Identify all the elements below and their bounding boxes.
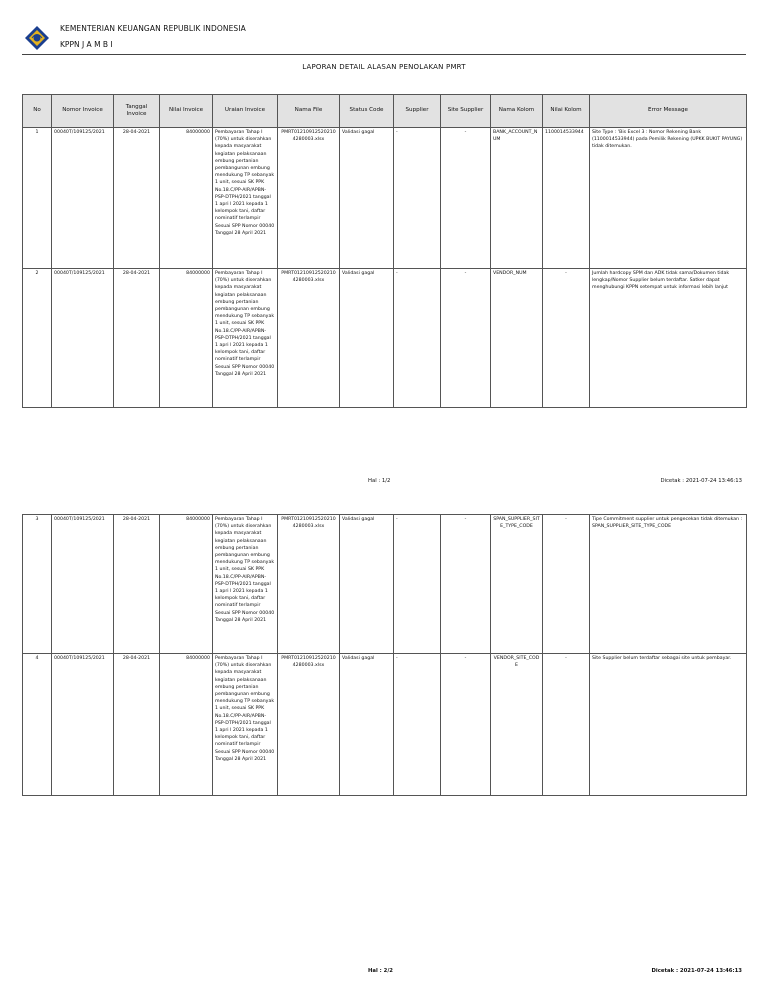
agency-name: KEMENTERIAN KEUANGAN REPUBLIK INDONESIA — [60, 24, 246, 33]
col-header: Supplier — [394, 95, 441, 128]
cell-invoice-number: 00040T/109125/2021 — [52, 654, 114, 796]
col-header: Tanggal Invoice — [114, 95, 160, 128]
table-row — [23, 654, 747, 796]
cell-site-supplier: - — [441, 269, 491, 408]
col-header: Nama Kolom — [491, 95, 543, 128]
report-header — [22, 22, 746, 54]
cell-supplier: - — [394, 515, 441, 654]
col-header: Error Message — [590, 95, 747, 128]
cell-invoice-value: 84000000 — [160, 515, 213, 654]
cell-supplier: - — [394, 128, 441, 269]
cell-file-name: PMRT012109125202104280003.xlsx — [278, 654, 340, 796]
rejection-table-page-1 — [22, 94, 747, 408]
cell-error-message: Jumlah hardcopy SPM dan ADK tidak sama/Dokumen tidak lengkap/Nomor Supplier belum terdaftar. Satker dapat menghubungi KPPN setempat untuk informasi lebih lanjut — [590, 269, 747, 408]
cell-error-message: Site Supplier belum terdaftar sebagai site untuk pembayar. — [590, 654, 747, 796]
office-name: KPPN J A M B I — [60, 40, 113, 49]
cell-no: 2 — [23, 269, 52, 408]
col-header: Status Code — [340, 95, 394, 128]
cell-invoice-description: Pembayaran Tahap I (70%) untuk diserahkan kepada masyarakat kegiatan pelaksanaan embung pertanian pembangunan embung mendukung TP sebanyak 1 unit, sesuai SK PPK No.18.C/PP-AIR/APBN-PSP-DTPH/2021 tanggal 1 apri l 2021 kepada 1 kelompok tani, daftar nominatif terlampir Sesuai SPP Nomor 00040 Tanggal 28 April 2021 — [213, 654, 278, 796]
header-divider — [22, 54, 746, 55]
cell-file-name: PMRT012109125202104280003.xlsx — [278, 515, 340, 654]
cell-invoice-date: 28-04-2021 — [114, 654, 160, 796]
cell-invoice-description: Pembayaran Tahap I (70%) untuk diserahkan kepada masyarakat kegiatan pelaksanaan embung pertanian pembangunan embung mendukung TP sebanyak 1 unit, sesuai SK PPK No.18.C/PP-AIR/APBN-PSP-DTPH/2021 tanggal 1 apri l 2021 kepada 1 kelompok tani, daftar nominatif terlampir Sesuai SPP Nomor 00040 Tanggal 28 April 2021 — [213, 128, 278, 269]
cell-file-name: PMRT012109125202104280003.xlsx — [278, 128, 340, 269]
cell-no: 3 — [23, 515, 52, 654]
cell-invoice-value: 84000000 — [160, 654, 213, 796]
page-number: Hal : 2/2 — [368, 968, 393, 974]
table-row — [23, 515, 747, 654]
cell-no: 1 — [23, 128, 52, 269]
cell-invoice-number: 00040T/109125/2021 — [52, 269, 114, 408]
page-number: Hal : 1/2 — [368, 478, 391, 484]
col-header: Uraian Invoice — [213, 95, 278, 128]
cell-column-name: VENDOR_SITE_CODE — [491, 654, 543, 796]
cell-supplier: - — [394, 269, 441, 408]
cell-column-name: VENDOR_NUM — [491, 269, 543, 408]
cell-file-name: PMRT012109125202104280003.xlsx — [278, 269, 340, 408]
cell-invoice-number: 00040T/109125/2021 — [52, 515, 114, 654]
col-header: Nomor Invoice — [52, 95, 114, 128]
cell-invoice-description: Pembayaran Tahap I (70%) untuk diserahkan kepada masyarakat kegiatan pelaksanaan embung pertanian pembangunan embung mendukung TP sebanyak 1 unit, sesuai SK PPK No.18.C/PP-AIR/APBN-PSP-DTPH/2021 tanggal 1 apri l 2021 kepada 1 kelompok tani, daftar nominatif terlampir Sesuai SPP Nomor 00040 Tanggal 28 April 2021 — [213, 515, 278, 654]
cell-invoice-date: 28-04-2021 — [114, 128, 160, 269]
cell-invoice-value: 84000000 — [160, 269, 213, 408]
report-title: LAPORAN DETAIL ALASAN PENOLAKAN PMRT — [302, 63, 466, 71]
col-header: Nama File — [278, 95, 340, 128]
rejection-table-page-2 — [22, 514, 747, 796]
cell-invoice-description: Pembayaran Tahap I (70%) untuk diserahkan kepada masyarakat kegiatan pelaksanaan embung pertanian pembangunan embung mendukung TP sebanyak 1 unit, sesuai SK PPK No.18.C/PP-AIR/APBN-PSP-DTPH/2021 tanggal 1 apri l 2021 kepada 1 kelompok tani, daftar nominatif terlampir Sesuai SPP Nomor 00040 Tanggal 28 April 2021 — [213, 269, 278, 408]
col-header: Nilai Kolom — [543, 95, 590, 128]
cell-site-supplier: - — [441, 128, 491, 269]
cell-error-message: Tipe Commitment supplier untuk pengecekan tidak ditemukan : SPAN_SUPPLIER_SITE_TYPE_CODE — [590, 515, 747, 654]
col-header: No — [23, 95, 52, 128]
cell-invoice-date: 28-04-2021 — [114, 515, 160, 654]
cell-site-supplier: - — [441, 515, 491, 654]
col-header: Nilai Invoice — [160, 95, 213, 128]
cell-status-code: Validasi gagal — [340, 269, 394, 408]
cell-column-value: - — [543, 654, 590, 796]
table-header-row — [23, 95, 747, 128]
cell-status-code: Validasi gagal — [340, 128, 394, 269]
print-timestamp: Dicetak : 2021-07-24 13:46:13 — [660, 478, 742, 484]
cell-error-message: Site Type : 'Bis Excel 3 : Nomor Rekening Bank (1100014533944) pada Pemilik Rekening (UPKK BUKIT PAYUNG) tidak ditemukan. — [590, 128, 747, 269]
cell-invoice-date: 28-04-2021 — [114, 269, 160, 408]
cell-column-name: SPAN_SUPPLIER_SITE_TYPE_CODE — [491, 515, 543, 654]
cell-site-supplier: - — [441, 654, 491, 796]
cell-supplier: - — [394, 654, 441, 796]
cell-invoice-number: 00040T/109125/2021 — [52, 128, 114, 269]
table-row — [23, 128, 747, 269]
cell-column-name: BANK_ACCOUNT_NUM — [491, 128, 543, 269]
table-row — [23, 269, 747, 408]
cell-status-code: Validasi gagal — [340, 515, 394, 654]
cell-column-value: - — [543, 269, 590, 408]
cell-no: 4 — [23, 654, 52, 796]
print-timestamp: Dicetak : 2021-07-24 13:46:13 — [651, 968, 742, 974]
cell-status-code: Validasi gagal — [340, 654, 394, 796]
ministry-emblem-icon — [24, 25, 50, 51]
cell-column-value: 1100014533944 — [543, 128, 590, 269]
cell-column-value: - — [543, 515, 590, 654]
col-header: Site Supplier — [441, 95, 491, 128]
cell-invoice-value: 84000000 — [160, 128, 213, 269]
